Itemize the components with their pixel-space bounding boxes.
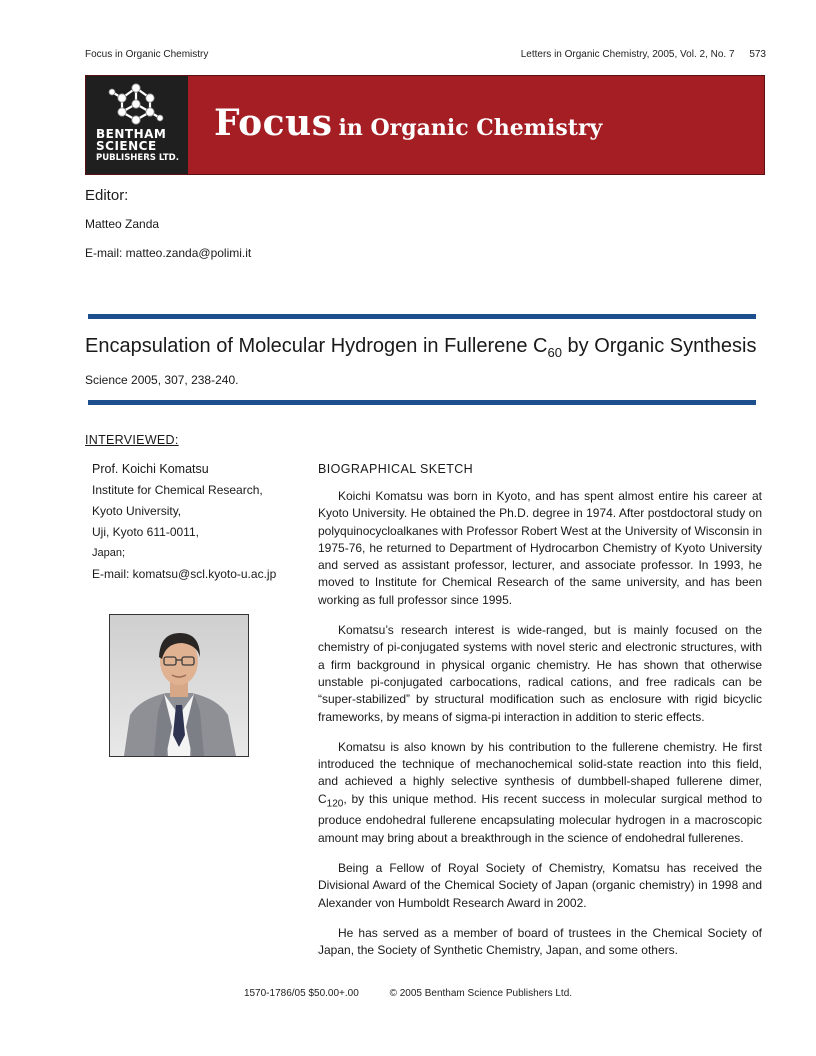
- bentham-logo: [86, 76, 188, 174]
- interviewee-contact: [92, 460, 297, 586]
- bio-paragraph-2: Komatsu’s research interest is wide-ranged, but is mainly focused on the chemistry of pi-conjugated systems with novel steric and electronic structures, with a firm background in physical organic chemistry. He has shown that otherwise unstable pi-conjugated carbocations, radical cations, and free radicals can be “super-stabilized” by structural modification such as enclosure with rigid bicyclic frameworks, by means of sigma-pi interaction in addition to steric effects.: [318, 623, 762, 724]
- portrait-photo: [109, 614, 249, 757]
- bio-paragraph-3-pre: Komatsu is also known by his contribution to the fullerene chemistry. He first introduced the technique of mechanochemical solid-state reaction into this field, and achieved a highly selective synthesis of dumbbell-shaped fullerene dimer, C: [318, 739, 762, 806]
- banner-title: [214, 102, 602, 144]
- interviewed-label: INTERVIEWED:: [85, 433, 179, 447]
- footer-issn: 1570-1786/05 $50.00+.00: [243, 988, 359, 999]
- molecule-icon: [106, 82, 166, 126]
- bio-paragraph-3-post: , by this unique method. His recent success in molecular surgical method to produce endohedral fullerene encapsulating molecular hydrogen in a macroscopic amount may bring about a breakthrough in the science of endohedral fullerenes.: [318, 791, 762, 845]
- running-header-journal: [521, 49, 766, 60]
- article-title-post: by Organic Synthesis: [561, 335, 757, 357]
- bio-paragraph-1: Koichi Komatsu was born in Kyoto, and has spent almost entire his career at Kyoto University. He obtained the Ph.D. degree in 1974. After postdoctoral study on polyquinocycloalkanes with Professor Robert West at the University of Wisconsin in 1975-76, he returned to Department of Hydrocarbon Chemistry of Kyoto University and served as assistant professor, lecturer, and associate professor. In 1993, he moved to Institute for Chemical Research of the same university, and has been working as full professor since 1995.: [318, 489, 762, 607]
- bio-paragraph-5: He has served as a member of board of trustees in the Chemical Society of Japan, the Society of Synthetic Chemistry, Japan, and some others.: [318, 925, 762, 958]
- bio-paragraph-4: Being a Fellow of Royal Society of Chemistry, Komatsu has received the Divisional Award of the Chemical Society of Japan (organic chemistry) in 1998 and Alexander von Humboldt Research Award in 2002.: [318, 861, 762, 910]
- page-number: 573: [749, 49, 766, 60]
- logo-line-bentham: BENTHAM: [96, 127, 167, 141]
- footer-copyright: © 2005 Bentham Science Publishers Ltd.: [389, 988, 573, 999]
- running-header-section: Focus in Organic Chemistry: [85, 49, 209, 60]
- logo-line-science: SCIENCE: [96, 139, 157, 153]
- bio-paragraph-3: [318, 739, 762, 847]
- editor-email: E-mail: matteo.zanda@polimi.it: [85, 246, 252, 260]
- bio-heading: BIOGRAPHICAL SKETCH: [318, 462, 474, 476]
- focus-banner: [85, 75, 765, 175]
- portrait-illustration: [110, 615, 248, 756]
- banner-title-focus: Focus: [214, 102, 333, 144]
- interviewee-university: Kyoto University,: [92, 504, 182, 518]
- editor-label: Editor:: [85, 187, 129, 204]
- banner-title-rest: in Organic Chemistry: [338, 115, 603, 141]
- journal-citation: Letters in Organic Chemistry, 2005, Vol. 2, No. 7: [520, 49, 735, 60]
- article-title: [85, 335, 756, 360]
- top-blue-rule: [88, 314, 756, 319]
- biographical-sketch: [318, 462, 762, 973]
- article-title-pre: Encapsulation of Molecular Hydrogen in Fullerene C: [85, 335, 548, 357]
- interviewee-email: E-mail: komatsu@scl.kyoto-u.ac.jp: [92, 567, 277, 581]
- editor-name: Matteo Zanda: [85, 217, 160, 231]
- interviewee-city: Uji, Kyoto 611-0011,: [92, 525, 199, 539]
- article-citation: Science 2005, 307, 238-240.: [85, 373, 239, 387]
- interviewee-institute: Institute for Chemical Research,: [92, 483, 263, 497]
- bio-paragraph-3-sub: 120: [326, 798, 344, 810]
- bottom-blue-rule: [88, 400, 756, 405]
- logo-line-publishers: PUBLISHERS LTD.: [96, 153, 179, 163]
- article-title-sub: 60: [547, 345, 562, 360]
- page-footer: [0, 988, 816, 999]
- interviewee-country: Japan;: [92, 547, 126, 559]
- interviewee-name: Prof. Koichi Komatsu: [92, 462, 209, 476]
- logo-wordmark: [96, 128, 179, 164]
